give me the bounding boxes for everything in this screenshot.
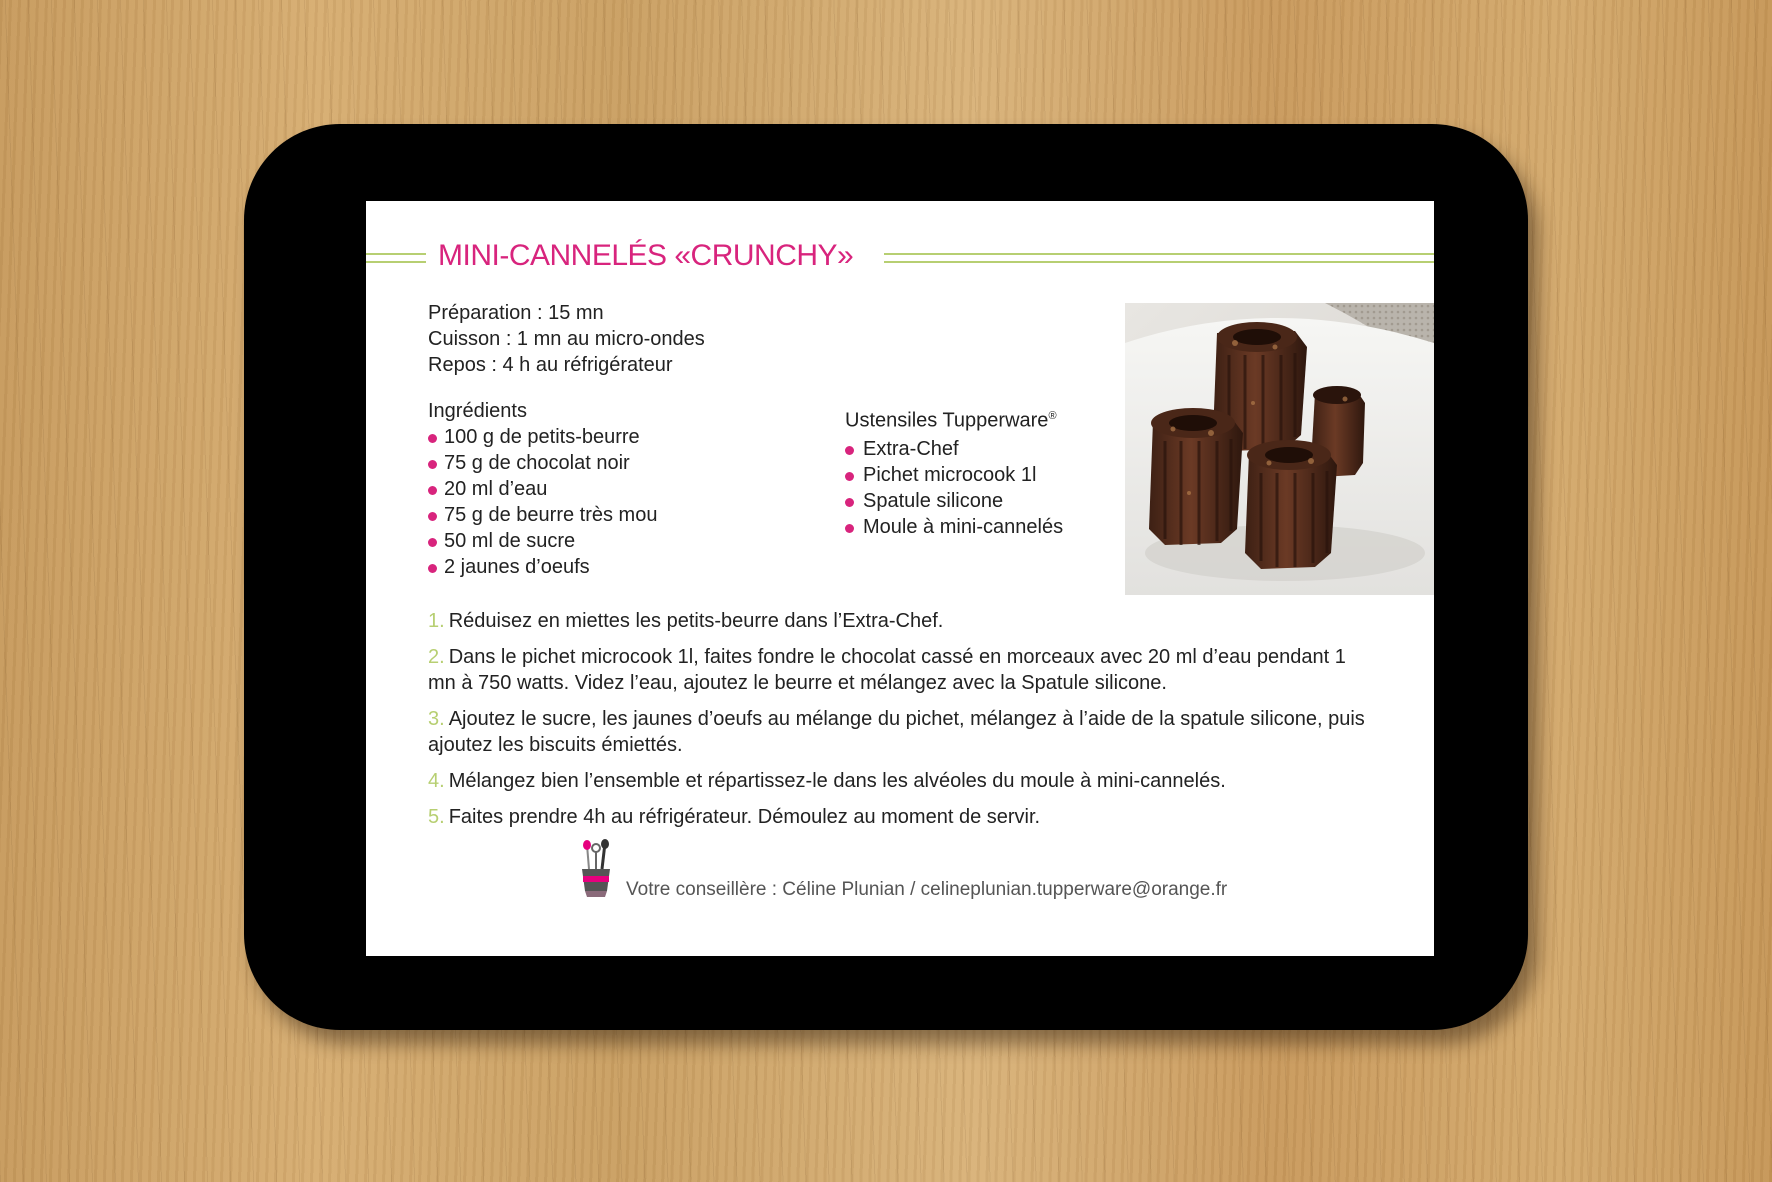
bullet-icon xyxy=(845,524,854,533)
ingredient-item xyxy=(428,502,657,528)
utensil-text: Moule à mini-cannelés xyxy=(863,515,1064,538)
ingredient-item xyxy=(428,424,657,450)
title-row xyxy=(366,239,1434,279)
ingredient-text: 75 g de chocolat noir xyxy=(444,452,630,474)
utensil-item xyxy=(845,462,1063,488)
bullet-icon xyxy=(428,564,437,573)
utensils-heading xyxy=(845,401,1063,436)
contact-line: Votre conseillère : Céline Plunian / celineplunian.tupperware@orange.fr xyxy=(626,879,1228,900)
utensils-list xyxy=(845,436,1063,540)
ingredients-list xyxy=(428,424,657,580)
utensil-item xyxy=(845,436,1063,462)
bullet-icon xyxy=(428,512,437,521)
bullet-icon xyxy=(428,486,437,495)
title-rule-right xyxy=(884,253,1434,263)
step-text: Mélangez bien l’ensemble et répartissez-le dans les alvéoles du moule à mini-cannelés. xyxy=(448,770,1226,792)
ingredient-text: 2 jaunes d’oeufs xyxy=(444,556,590,578)
ingredients-section xyxy=(428,398,657,580)
ingredients-heading: Ingrédients xyxy=(428,400,527,422)
bullet-icon xyxy=(845,472,854,481)
ingredient-text: 50 ml de sucre xyxy=(444,530,576,552)
step-number: 2. xyxy=(428,646,445,668)
bullet-icon xyxy=(845,446,854,455)
utensil-pot-icon xyxy=(578,839,614,905)
recipe-title: MINI-CANNELÉS «CRUNCHY» xyxy=(438,239,854,272)
step-text: Faites prendre 4h au réfrigérateur. Démoulez au moment de servir. xyxy=(448,806,1041,828)
ingredient-item xyxy=(428,450,657,476)
utensil-text: Pichet microcook 1l xyxy=(863,463,1037,486)
utensils-section xyxy=(845,401,1063,540)
ingredient-text: 75 g de beurre très mou xyxy=(444,504,658,526)
bullet-icon xyxy=(428,538,437,547)
utensil-text: Extra-Chef xyxy=(863,437,959,460)
utensil-text: Spatule silicone xyxy=(863,489,1004,512)
recipe-times xyxy=(428,300,705,378)
ingredient-item xyxy=(428,554,657,580)
ingredient-item xyxy=(428,528,657,554)
step-item xyxy=(428,768,1378,794)
utensil-item xyxy=(845,488,1063,514)
step-number: 1. xyxy=(428,610,445,632)
utensil-item xyxy=(845,514,1063,540)
steps-list xyxy=(428,608,1378,840)
bullet-icon xyxy=(845,498,854,507)
cook-time: Cuisson : 1 mn au micro-ondes xyxy=(428,328,705,350)
ingredient-item xyxy=(428,476,657,502)
chocolate-cannele-photo xyxy=(1125,303,1434,595)
step-item xyxy=(428,608,1378,634)
recipe-card xyxy=(366,201,1434,956)
step-number: 5. xyxy=(428,806,445,828)
utensils-heading-text: Ustensiles Tupperware xyxy=(845,409,1049,432)
ingredient-text: 100 g de petits-beurre xyxy=(444,426,640,448)
step-number: 3. xyxy=(428,708,445,730)
step-text: Dans le pichet microcook 1l, faites fondre le chocolat cassé en morceaux avec 20 ml d’eau pendant 1 mn à 750 watts. Videz l’eau, ajoutez le beurre et mélangez avec la Spatule silicone. xyxy=(428,646,1346,694)
bullet-icon xyxy=(428,460,437,469)
bullet-icon xyxy=(428,434,437,443)
step-item xyxy=(428,706,1378,758)
title-rule-left xyxy=(366,253,426,263)
step-item xyxy=(428,804,1378,830)
step-number: 4. xyxy=(428,770,445,792)
rest-time: Repos : 4 h au réfrigérateur xyxy=(428,354,673,376)
step-text: Ajoutez le sucre, les jaunes d’oeufs au mélange du pichet, mélangez à l’aide de la spatule silicone, puis ajoutez les biscuits émiettés. xyxy=(428,708,1365,756)
ingredient-text: 20 ml d’eau xyxy=(444,478,548,500)
step-text: Réduisez en miettes les petits-beurre dans l’Extra-Chef. xyxy=(448,610,944,632)
registered-mark: ® xyxy=(1048,410,1057,422)
prep-time: Préparation : 15 mn xyxy=(428,302,604,324)
step-item xyxy=(428,644,1378,696)
